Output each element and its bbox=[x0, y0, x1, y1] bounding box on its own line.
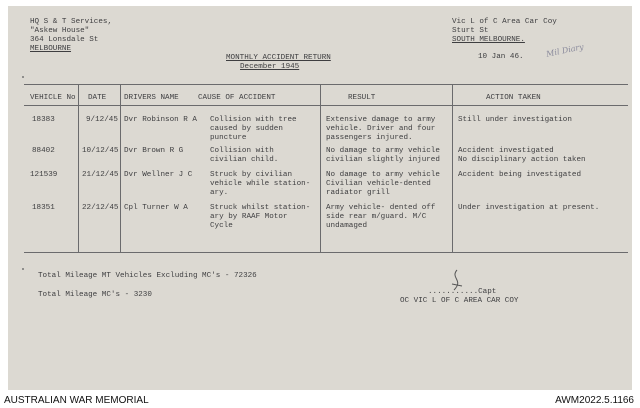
punch-mark bbox=[22, 268, 24, 270]
row-4-driver: Cpl Turner W A bbox=[124, 204, 188, 212]
handwritten-note: Mil Diary bbox=[545, 42, 585, 59]
recipient-line-1: Vic L of C Area Car Coy bbox=[452, 18, 557, 26]
column-divider bbox=[452, 84, 453, 252]
sender-line-3: 364 Lonsdale St bbox=[30, 36, 99, 44]
row-3-vehicle-no: 121539 bbox=[30, 171, 58, 179]
header-action-taken: ACTION TAKEN bbox=[486, 94, 541, 102]
row-1-vehicle-no: 18383 bbox=[32, 116, 55, 124]
header-vehicle-no: VEHICLE No bbox=[30, 94, 76, 102]
recipient-line-2: Sturt St bbox=[452, 27, 489, 35]
document-sheet bbox=[8, 6, 632, 390]
row-4-date: 22/12/45 bbox=[82, 204, 119, 212]
table-top-border bbox=[24, 84, 628, 85]
row-3-action: Accident being investigated bbox=[458, 171, 582, 179]
sender-line-1: HQ S & T Services, bbox=[30, 18, 113, 26]
document-date: 10 Jan 46. bbox=[478, 53, 524, 61]
row-1-result: Extensive damage to army vehicle. Driver and four passengers injured. bbox=[326, 116, 436, 142]
header-drivers-name: DRIVERS NAME bbox=[124, 94, 179, 102]
row-4-vehicle-no: 18351 bbox=[32, 204, 55, 212]
header-cause: CAUSE OF ACCIDENT bbox=[198, 94, 276, 102]
total-mileage-mt-vehicles: Total Mileage MT Vehicles Excluding MC's - 72326 bbox=[38, 272, 257, 280]
sender-line-4: MELBOURNE bbox=[30, 45, 72, 53]
table-bottom-border bbox=[24, 252, 628, 253]
row-2-result: No damage to army vehicle civilian slightly injured bbox=[326, 147, 440, 164]
header-result: RESULT bbox=[348, 94, 376, 102]
row-1-driver: Dvr Robinson R A bbox=[124, 116, 197, 124]
row-3-driver: Dvr Wellner J C bbox=[124, 171, 193, 179]
row-1-action: Still under investigation bbox=[458, 116, 572, 124]
sender-line-2: "Askew House" bbox=[30, 27, 90, 35]
row-2-action: Accident investigated No disciplinary action taken bbox=[458, 147, 586, 164]
table-header-border bbox=[24, 105, 628, 106]
row-4-result: Army vehicle- dented off side rear m/guard. M/C undamaged bbox=[326, 204, 436, 230]
column-divider bbox=[120, 84, 121, 252]
total-mileage-mcs: Total Mileage MC's - 3230 bbox=[38, 291, 152, 299]
row-4-action: Under investigation at present. bbox=[458, 204, 600, 212]
column-divider bbox=[78, 84, 79, 252]
row-2-vehicle-no: 88402 bbox=[32, 147, 55, 155]
recipient-line-3: SOUTH MELBOURNE. bbox=[452, 36, 525, 44]
row-1-cause: Collision with tree caused by sudden puncture bbox=[210, 116, 297, 142]
archive-footer bbox=[0, 392, 640, 408]
row-2-date: 10/12/45 bbox=[82, 147, 119, 155]
row-3-date: 21/12/45 bbox=[82, 171, 119, 179]
row-1-date: 9/12/45 bbox=[86, 116, 118, 124]
signature-unit: OC VIC L OF C AREA CAR COY bbox=[400, 297, 519, 305]
punch-mark bbox=[22, 76, 24, 78]
footer-catalogue-id: AWM2022.5.1166 bbox=[555, 395, 634, 406]
header-date: DATE bbox=[88, 94, 107, 102]
footer-institution: AUSTRALIAN WAR MEMORIAL bbox=[4, 395, 149, 406]
row-3-result: No damage to army vehicle Civilian vehicle-dented radiator grill bbox=[326, 171, 440, 197]
row-2-cause: Collision with civilian child. bbox=[210, 147, 279, 164]
report-title: MONTHLY ACCIDENT RETURN bbox=[226, 54, 331, 62]
signature-line: ...........Capt bbox=[428, 288, 497, 296]
row-4-cause: Struck whilst station- ary by RAAF Motor Cycle bbox=[210, 204, 311, 230]
report-subtitle: December 1945 bbox=[240, 63, 300, 71]
row-2-driver: Dvr Brown R G bbox=[124, 147, 184, 155]
column-divider bbox=[320, 84, 321, 252]
row-3-cause: Struck by civilian vehicle while station- ary. bbox=[210, 171, 311, 197]
